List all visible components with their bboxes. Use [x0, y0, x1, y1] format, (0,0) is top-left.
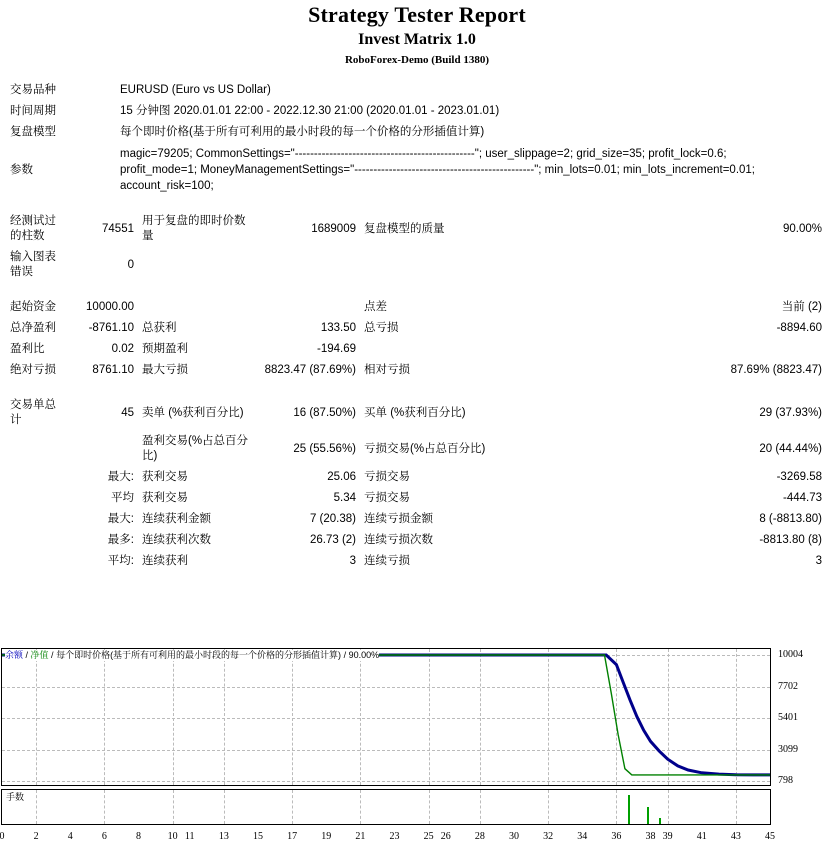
max-drawdown-label: 最大亏损 [142, 364, 188, 376]
profit-trades-value: 25 (55.56%) [293, 442, 356, 455]
x-tick-label: 39 [662, 831, 673, 842]
x-tick-label: 36 [611, 831, 622, 842]
x-tick-label: 11 [184, 831, 195, 842]
period-value: 15 分钟图 2020.01.01 22:00 - 2022.12.30 21:00 (2020.01.01 - 2023.01.01) [120, 105, 500, 117]
gridline [36, 790, 37, 824]
volume-bar [647, 807, 649, 824]
x-tick-label: 41 [696, 831, 707, 842]
model-label: 复盘模型 [10, 126, 56, 138]
table-row-period [6, 101, 826, 122]
chart-errors-label: 输入图表错误 [10, 251, 56, 278]
largest-profit-value: 25.06 [327, 471, 356, 483]
chart-plot-area [1, 648, 771, 786]
ticks-value: 1689009 [311, 222, 356, 235]
long-positions-label: 买单 (%获利百分比) [364, 406, 466, 419]
ticks-label: 用于复盘的即时价数量 [142, 215, 246, 242]
parameters-line-3: account_risk=100; [120, 180, 214, 192]
gridline [104, 790, 105, 824]
short-positions-value: 16 (87.50%) [293, 406, 356, 419]
maximal-profit-label: 连续获利次数 [142, 534, 211, 546]
maximal-profit-value: 26.73 (2) [309, 534, 356, 546]
x-tick-label: 26 [440, 831, 451, 842]
absolute-drawdown-label: 绝对亏损 [10, 364, 56, 376]
gridline [292, 790, 293, 824]
chart-errors-value: 0 [127, 258, 134, 271]
x-tick-label: 25 [423, 831, 434, 842]
x-tick-label: 45 [765, 831, 775, 842]
max-consecutive-label: 最大: [107, 513, 134, 525]
x-tick-label: 0 [0, 831, 5, 842]
model-value: 每个即时价格(基于所有可利用的最小时段的每一个价格的分形插值计算) [120, 126, 485, 138]
total-trades-label: 交易单总计 [10, 399, 56, 426]
x-tick-label: 23 [389, 831, 400, 842]
x-tick-label: 6 [101, 831, 107, 842]
average-loss-value: -444.73 [782, 492, 822, 504]
largest-profit-label: 获利交易 [142, 471, 188, 483]
average-profit-value: 5.34 [333, 492, 356, 504]
bars-value: 74551 [102, 222, 134, 235]
table-row-parameters [6, 143, 826, 197]
maximal-label: 最多: [107, 534, 134, 546]
gridline [429, 790, 430, 824]
x-tick-label: 21 [355, 831, 366, 842]
table-row-win-loss-trades [6, 431, 826, 467]
table-row-bars [6, 211, 826, 247]
average-label: 平均 [111, 492, 134, 504]
gridline [173, 790, 174, 824]
empty-cell [261, 247, 360, 283]
y-tick-label: 7702 [778, 680, 798, 692]
x-tick-label: 8 [136, 831, 142, 842]
loss-trades-label: 亏损交易(%占总百分比) [364, 442, 486, 455]
table-row-total-trades [6, 395, 826, 431]
spacer [6, 283, 826, 297]
gridline [480, 790, 481, 824]
x-tick-label: 15 [253, 831, 263, 842]
legend-sep-2: / [48, 650, 57, 660]
equity-curves [2, 649, 770, 785]
empty-cell [360, 247, 668, 283]
gross-loss-value: -8894.60 [776, 322, 822, 334]
relative-drawdown-label: 相对亏损 [364, 364, 410, 376]
table-row-max-consecutive [6, 509, 826, 530]
y-tick-label: 798 [778, 775, 793, 786]
total-trades-value: 45 [121, 406, 134, 419]
table-row-average [6, 488, 826, 509]
empty-cell [6, 488, 60, 509]
report-table [6, 80, 826, 572]
avg-consecutive-losses-label: 连续亏损 [364, 555, 410, 567]
legend-sep-1: / [23, 650, 31, 660]
empty-cell [60, 431, 138, 467]
parameters-line-2: profit_mode=1; MoneyManagementSettings="-----------------------------------------------"; min_lots=0.01; min_lots_increment=0.01; [120, 164, 755, 176]
quality-label: 复盘模型的质量 [364, 222, 445, 235]
profit-trades-label: 盈利交易(%占总百分比) [142, 435, 249, 462]
legend-sep-3: / [341, 650, 349, 660]
legend-quality: 90.00% [348, 650, 380, 660]
y-tick-label: 10004 [778, 649, 803, 660]
table-row-largest [6, 467, 826, 488]
period-label: 时间周期 [10, 105, 56, 117]
empty-cell [261, 297, 360, 318]
gross-profit-label: 总获利 [142, 322, 177, 334]
quality-value: 90.00% [782, 222, 822, 235]
avg-consecutive-wins-value: 3 [349, 555, 356, 567]
x-tick-label: 28 [474, 831, 485, 842]
table-row-profit-factor [6, 339, 826, 360]
empty-cell [668, 247, 826, 283]
volume-panel-label: 手数 [6, 792, 25, 802]
initial-deposit-label: 起始资金 [10, 301, 56, 313]
average-loss-label: 亏损交易 [364, 492, 410, 504]
long-positions-value: 29 (37.93%) [759, 406, 822, 419]
expected-payoff-value: -194.69 [316, 343, 356, 355]
max-consecutive-losses-label: 连续亏损金额 [364, 513, 433, 525]
x-tick-label: 34 [577, 831, 588, 842]
gridline [668, 790, 669, 824]
max-drawdown-value: 8823.47 (87.69%) [264, 364, 356, 376]
spread-value: 当前 (2) [781, 301, 822, 313]
avg-consecutive-losses-value: 3 [815, 555, 822, 567]
table-row-initial-deposit [6, 297, 826, 318]
maximal-loss-label: 连续亏损次数 [364, 534, 433, 546]
largest-loss-value: -3269.58 [776, 471, 822, 483]
table-row-drawdown [6, 360, 826, 381]
short-positions-label: 卖单 (%获利百分比) [142, 406, 244, 419]
x-tick-label: 32 [543, 831, 554, 842]
empty-cell [6, 431, 60, 467]
table-row-avg-consecutive [6, 551, 826, 572]
x-tick-label: 30 [509, 831, 519, 842]
gross-profit-value: 133.50 [320, 322, 356, 334]
max-consecutive-wins-value: 7 (20.38) [309, 513, 356, 525]
table-row-symbol [6, 80, 826, 101]
table-row-maximal-consecutive [6, 530, 826, 551]
empty-cell [6, 530, 60, 551]
legend-equity: 净值 [30, 650, 49, 660]
volume-bar [659, 818, 661, 824]
empty-cell [360, 339, 668, 360]
empty-cell [138, 297, 261, 318]
chart-series-line [2, 655, 770, 775]
empty-cell [6, 467, 60, 488]
maximal-loss-value: -8813.80 (8) [759, 534, 822, 546]
largest-label: 最大: [107, 471, 134, 483]
average-profit-label: 获利交易 [142, 492, 188, 504]
parameters-value [60, 143, 826, 197]
max-consecutive-wins-label: 连续获利金额 [142, 513, 211, 525]
profit-factor-label: 盈利比 [10, 343, 45, 355]
parameters-line-1: magic=79205; CommonSettings="-----------------------------------------------"; user_slippage=2; grid_size=35; profit_lock=0.6; [120, 148, 727, 160]
x-tick-label: 10 [167, 831, 178, 842]
spread-label: 点差 [364, 301, 387, 313]
table-row-errors [6, 247, 826, 283]
legend-model: 每个即时价格(基于所有可利用的最小时段的每一个价格的分形插值计算) [56, 650, 342, 660]
spacer [6, 197, 826, 211]
profit-factor-value: 0.02 [111, 343, 134, 355]
chart-legend [5, 650, 379, 661]
table-row-model [6, 122, 826, 143]
page-title: Strategy Tester Report [308, 2, 526, 27]
x-axis [0, 827, 775, 847]
volume-bar [628, 795, 630, 824]
avg-consecutive-wins-label: 连续获利 [142, 555, 188, 567]
bars-label: 经测试过的柱数 [10, 215, 56, 242]
symbol-label: 交易品种 [10, 84, 56, 96]
equity-chart [0, 648, 834, 847]
gridline [616, 790, 617, 824]
largest-loss-label: 亏损交易 [364, 471, 410, 483]
x-tick-label: 13 [218, 831, 229, 842]
x-tick-label: 4 [67, 831, 73, 842]
x-tick-label: 2 [33, 831, 39, 842]
empty-cell [6, 509, 60, 530]
chart-series-line [2, 655, 770, 775]
empty-cell [6, 551, 60, 572]
gridline [736, 790, 737, 824]
y-tick-label: 5401 [778, 712, 798, 723]
x-tick-label: 43 [730, 831, 741, 842]
gridline [224, 790, 225, 824]
y-tick-label: 3099 [778, 743, 798, 755]
x-tick-label: 19 [321, 831, 332, 842]
symbol-value: EURUSD (Euro vs US Dollar) [120, 84, 271, 96]
broker-build: RoboForex-Demo (Build 1380) [344, 54, 489, 66]
relative-drawdown-value: 87.69% (8823.47) [730, 364, 822, 376]
report-header [0, 0, 834, 68]
table-row-net-profit [6, 318, 826, 339]
gridline [360, 790, 361, 824]
volume-panel [1, 789, 771, 825]
net-profit-value: -8761.10 [88, 322, 134, 334]
x-tick-label: 38 [645, 831, 656, 842]
gross-loss-label: 总亏损 [364, 322, 399, 334]
absolute-drawdown-value: 8761.10 [92, 364, 134, 376]
empty-cell [138, 247, 261, 283]
avg-consecutive-label: 平均: [107, 555, 134, 567]
empty-cell [668, 339, 826, 360]
initial-deposit-value: 10000.00 [86, 301, 134, 313]
x-tick-label: 17 [287, 831, 298, 842]
legend-balance: 余额 [5, 650, 24, 660]
y-axis [773, 648, 833, 786]
spacer [6, 381, 826, 395]
parameters-label: 参数 [10, 163, 33, 176]
expected-payoff-label: 预期盈利 [142, 343, 188, 355]
net-profit-label: 总净盈利 [10, 322, 56, 334]
gridline [548, 790, 549, 824]
expert-name: Invest Matrix 1.0 [358, 31, 476, 48]
max-consecutive-losses-value: 8 (-8813.80) [759, 513, 822, 525]
loss-trades-value: 20 (44.44%) [759, 442, 822, 455]
